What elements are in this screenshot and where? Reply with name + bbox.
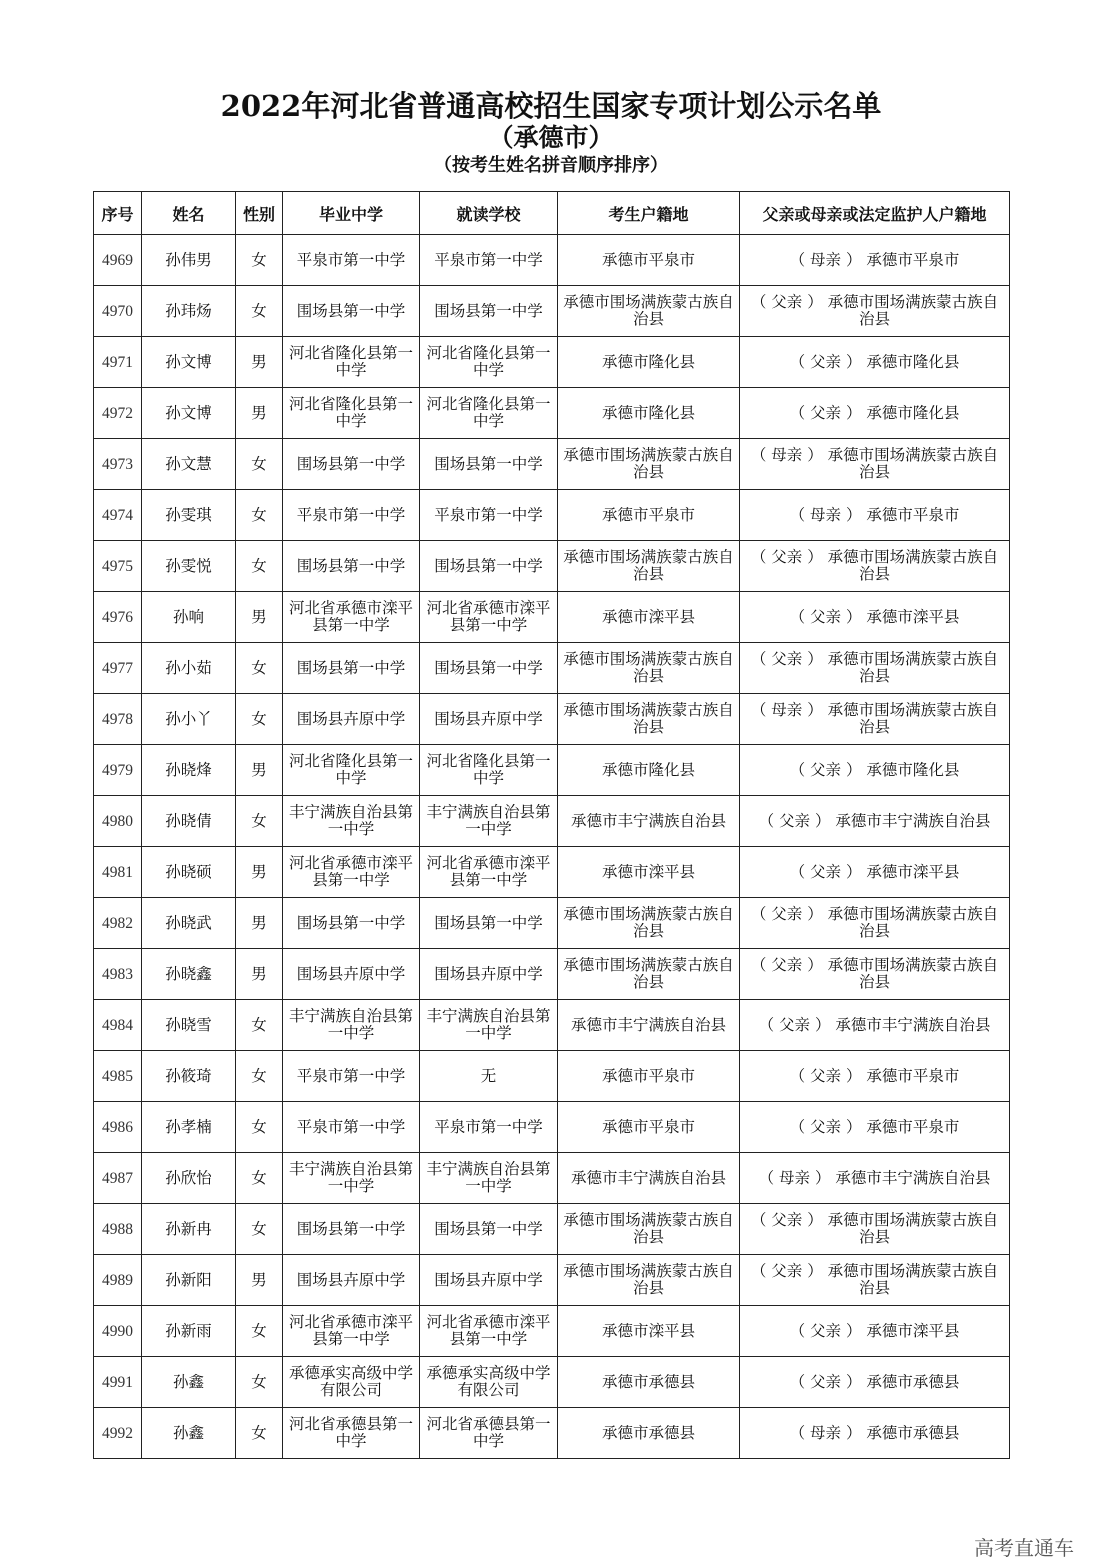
- cell-guardian-residence: （ 父亲 ） 承德市承德县: [740, 1357, 1010, 1408]
- cell-gender: 女: [236, 1408, 283, 1459]
- table-row: [94, 286, 1010, 337]
- cell-gender: 男: [236, 337, 283, 388]
- cell-guardian-residence: （ 母亲 ） 承德市平泉市: [740, 235, 1010, 286]
- cell-seq: 4977: [94, 643, 142, 694]
- cell-student-residence: 承德市滦平县: [558, 592, 740, 643]
- cell-graduated-school: 围场县第一中学: [283, 439, 420, 490]
- cell-graduated-school: 围场县卉原中学: [283, 694, 420, 745]
- cell-gender: 女: [236, 286, 283, 337]
- cell-gender: 女: [236, 1051, 283, 1102]
- cell-name: 孙雯悦: [142, 541, 236, 592]
- cell-guardian-residence: （ 父亲 ） 承德市围场满族蒙古族自治县: [740, 643, 1010, 694]
- cell-graduated-school: 围场县卉原中学: [283, 1255, 420, 1306]
- cell-guardian-residence: （ 父亲 ） 承德市围场满族蒙古族自治县: [740, 949, 1010, 1000]
- cell-name: 孙晓武: [142, 898, 236, 949]
- cell-seq: 4992: [94, 1408, 142, 1459]
- cell-name: 孙文慧: [142, 439, 236, 490]
- table-row: [94, 1255, 1010, 1306]
- header-gender: 性别: [236, 192, 283, 235]
- table-row: [94, 490, 1010, 541]
- cell-student-residence: 承德市承德县: [558, 1408, 740, 1459]
- cell-gender: 女: [236, 694, 283, 745]
- cell-graduated-school: 承德承实高级中学有限公司: [283, 1357, 420, 1408]
- cell-seq: 4988: [94, 1204, 142, 1255]
- cell-graduated-school: 平泉市第一中学: [283, 235, 420, 286]
- cell-student-residence: 承德市隆化县: [558, 337, 740, 388]
- cell-student-residence: 承德市围场满族蒙古族自治县: [558, 439, 740, 490]
- cell-gender: 男: [236, 388, 283, 439]
- cell-seq: 4973: [94, 439, 142, 490]
- cell-seq: 4972: [94, 388, 142, 439]
- watermark: 高考直通车: [974, 1536, 1074, 1560]
- cell-gender: 女: [236, 541, 283, 592]
- cell-name: 孙小丫: [142, 694, 236, 745]
- cell-gender: 女: [236, 439, 283, 490]
- cell-student-residence: 承德市滦平县: [558, 1306, 740, 1357]
- cell-name: 孙晓烽: [142, 745, 236, 796]
- cell-current-school: 河北省承德县第一中学: [420, 1408, 558, 1459]
- cell-gender: 男: [236, 1255, 283, 1306]
- cell-student-residence: 承德市隆化县: [558, 745, 740, 796]
- cell-guardian-residence: （ 母亲 ） 承德市围场满族蒙古族自治县: [740, 439, 1010, 490]
- cell-gender: 男: [236, 847, 283, 898]
- cell-student-residence: 承德市丰宁满族自治县: [558, 796, 740, 847]
- cell-guardian-residence: （ 母亲 ） 承德市承德县: [740, 1408, 1010, 1459]
- table-row: [94, 439, 1010, 490]
- cell-student-residence: 承德市围场满族蒙古族自治县: [558, 694, 740, 745]
- cell-current-school: 河北省隆化县第一中学: [420, 337, 558, 388]
- table-row: [94, 1000, 1010, 1051]
- table-body: [94, 235, 1010, 1459]
- cell-graduated-school: 河北省承德市滦平县第一中学: [283, 847, 420, 898]
- table-row: [94, 337, 1010, 388]
- cell-graduated-school: 丰宁满族自治县第一中学: [283, 796, 420, 847]
- cell-name: 孙响: [142, 592, 236, 643]
- cell-graduated-school: 丰宁满族自治县第一中学: [283, 1153, 420, 1204]
- cell-graduated-school: 围场县第一中学: [283, 643, 420, 694]
- table-row: [94, 847, 1010, 898]
- cell-graduated-school: 河北省承德县第一中学: [283, 1408, 420, 1459]
- cell-current-school: 无: [420, 1051, 558, 1102]
- cell-seq: 4989: [94, 1255, 142, 1306]
- cell-current-school: 承德承实高级中学有限公司: [420, 1357, 558, 1408]
- header-name: 姓名: [142, 192, 236, 235]
- cell-graduated-school: 围场县卉原中学: [283, 949, 420, 1000]
- cell-name: 孙新雨: [142, 1306, 236, 1357]
- cell-name: 孙玮炀: [142, 286, 236, 337]
- cell-guardian-residence: （ 父亲 ） 承德市隆化县: [740, 388, 1010, 439]
- cell-graduated-school: 河北省隆化县第一中学: [283, 745, 420, 796]
- cell-seq: 4970: [94, 286, 142, 337]
- cell-graduated-school: 围场县第一中学: [283, 541, 420, 592]
- table-row: [94, 1102, 1010, 1153]
- cell-seq: 4974: [94, 490, 142, 541]
- cell-gender: 女: [236, 1306, 283, 1357]
- header-graduated-school: 毕业中学: [283, 192, 420, 235]
- cell-graduated-school: 围场县第一中学: [283, 286, 420, 337]
- document-title: 2022年河北省普通高校招生国家专项计划公示名单: [220, 89, 882, 123]
- cell-seq: 4987: [94, 1153, 142, 1204]
- table-row: [94, 541, 1010, 592]
- cell-gender: 女: [236, 1357, 283, 1408]
- document-subtitle: （承德市）: [488, 123, 614, 152]
- header-seq: 序号: [94, 192, 142, 235]
- cell-guardian-residence: （ 父亲 ） 承德市隆化县: [740, 745, 1010, 796]
- cell-seq: 4976: [94, 592, 142, 643]
- cell-gender: 男: [236, 592, 283, 643]
- cell-gender: 女: [236, 1000, 283, 1051]
- cell-student-residence: 承德市承德县: [558, 1357, 740, 1408]
- cell-seq: 4985: [94, 1051, 142, 1102]
- table-row: [94, 898, 1010, 949]
- cell-gender: 女: [236, 1153, 283, 1204]
- table-row: [94, 1204, 1010, 1255]
- cell-student-residence: 承德市平泉市: [558, 235, 740, 286]
- cell-student-residence: 承德市平泉市: [558, 490, 740, 541]
- table-row: [94, 388, 1010, 439]
- cell-name: 孙新冉: [142, 1204, 236, 1255]
- cell-guardian-residence: （ 父亲 ） 承德市围场满族蒙古族自治县: [740, 286, 1010, 337]
- cell-current-school: 河北省隆化县第一中学: [420, 388, 558, 439]
- cell-guardian-residence: （ 父亲 ） 承德市围场满族蒙古族自治县: [740, 1255, 1010, 1306]
- cell-name: 孙雯琪: [142, 490, 236, 541]
- cell-guardian-residence: （ 父亲 ） 承德市丰宁满族自治县: [740, 1000, 1010, 1051]
- cell-seq: 4990: [94, 1306, 142, 1357]
- cell-current-school: 围场县第一中学: [420, 643, 558, 694]
- cell-seq: 4982: [94, 898, 142, 949]
- cell-gender: 女: [236, 235, 283, 286]
- roster-table: [93, 191, 1010, 1459]
- cell-guardian-residence: （ 母亲 ） 承德市平泉市: [740, 490, 1010, 541]
- cell-student-residence: 承德市隆化县: [558, 388, 740, 439]
- table-row: [94, 1153, 1010, 1204]
- cell-gender: 男: [236, 745, 283, 796]
- cell-graduated-school: 平泉市第一中学: [283, 1102, 420, 1153]
- cell-current-school: 平泉市第一中学: [420, 235, 558, 286]
- cell-current-school: 河北省承德市滦平县第一中学: [420, 847, 558, 898]
- cell-current-school: 丰宁满族自治县第一中学: [420, 1000, 558, 1051]
- cell-graduated-school: 河北省承德市滦平县第一中学: [283, 1306, 420, 1357]
- table-row: [94, 796, 1010, 847]
- cell-student-residence: 承德市丰宁满族自治县: [558, 1153, 740, 1204]
- cell-gender: 女: [236, 643, 283, 694]
- header-current-school: 就读学校: [420, 192, 558, 235]
- cell-student-residence: 承德市平泉市: [558, 1102, 740, 1153]
- cell-guardian-residence: （ 父亲 ） 承德市围场满族蒙古族自治县: [740, 898, 1010, 949]
- table-row: [94, 694, 1010, 745]
- cell-current-school: 围场县第一中学: [420, 439, 558, 490]
- cell-guardian-residence: （ 父亲 ） 承德市围场满族蒙古族自治县: [740, 541, 1010, 592]
- cell-current-school: 围场县卉原中学: [420, 1255, 558, 1306]
- cell-student-residence: 承德市围场满族蒙古族自治县: [558, 286, 740, 337]
- cell-graduated-school: 河北省隆化县第一中学: [283, 337, 420, 388]
- table-row: [94, 235, 1010, 286]
- table-row: [94, 1357, 1010, 1408]
- cell-seq: 4978: [94, 694, 142, 745]
- cell-seq: 4986: [94, 1102, 142, 1153]
- cell-name: 孙欣怡: [142, 1153, 236, 1204]
- cell-guardian-residence: （ 父亲 ） 承德市滦平县: [740, 592, 1010, 643]
- cell-name: 孙文博: [142, 388, 236, 439]
- cell-guardian-residence: （ 父亲 ） 承德市滦平县: [740, 1306, 1010, 1357]
- cell-guardian-residence: （ 母亲 ） 承德市丰宁满族自治县: [740, 1153, 1010, 1204]
- cell-graduated-school: 围场县第一中学: [283, 898, 420, 949]
- cell-current-school: 平泉市第一中学: [420, 490, 558, 541]
- cell-guardian-residence: （ 父亲 ） 承德市滦平县: [740, 847, 1010, 898]
- cell-current-school: 河北省承德市滦平县第一中学: [420, 592, 558, 643]
- table-row: [94, 1306, 1010, 1357]
- cell-current-school: 围场县第一中学: [420, 541, 558, 592]
- cell-student-residence: 承德市围场满族蒙古族自治县: [558, 1255, 740, 1306]
- cell-name: 孙鑫: [142, 1408, 236, 1459]
- cell-name: 孙新阳: [142, 1255, 236, 1306]
- cell-student-residence: 承德市围场满族蒙古族自治县: [558, 643, 740, 694]
- cell-seq: 4984: [94, 1000, 142, 1051]
- header-guardian-residence: 父亲或母亲或法定监护人户籍地: [740, 192, 1010, 235]
- cell-seq: 4975: [94, 541, 142, 592]
- cell-name: 孙晓鑫: [142, 949, 236, 1000]
- cell-seq: 4979: [94, 745, 142, 796]
- cell-current-school: 丰宁满族自治县第一中学: [420, 1153, 558, 1204]
- table-header-row: [94, 192, 1010, 235]
- cell-guardian-residence: （ 父亲 ） 承德市平泉市: [740, 1051, 1010, 1102]
- table-row: [94, 1051, 1010, 1102]
- cell-gender: 女: [236, 1204, 283, 1255]
- cell-gender: 男: [236, 949, 283, 1000]
- cell-name: 孙小茹: [142, 643, 236, 694]
- cell-graduated-school: 平泉市第一中学: [283, 490, 420, 541]
- cell-gender: 女: [236, 490, 283, 541]
- table-row: [94, 1408, 1010, 1459]
- sort-note: （按考生姓名拼音顺序排序）: [434, 155, 668, 176]
- cell-graduated-school: 河北省承德市滦平县第一中学: [283, 592, 420, 643]
- cell-graduated-school: 丰宁满族自治县第一中学: [283, 1000, 420, 1051]
- cell-gender: 男: [236, 898, 283, 949]
- cell-gender: 女: [236, 796, 283, 847]
- cell-name: 孙筱琦: [142, 1051, 236, 1102]
- cell-student-residence: 承德市围场满族蒙古族自治县: [558, 1204, 740, 1255]
- table-row: [94, 592, 1010, 643]
- cell-graduated-school: 围场县第一中学: [283, 1204, 420, 1255]
- table-row: [94, 643, 1010, 694]
- cell-guardian-residence: （ 母亲 ） 承德市围场满族蒙古族自治县: [740, 694, 1010, 745]
- cell-name: 孙晓雪: [142, 1000, 236, 1051]
- cell-graduated-school: 河北省隆化县第一中学: [283, 388, 420, 439]
- cell-name: 孙文博: [142, 337, 236, 388]
- table-row: [94, 949, 1010, 1000]
- cell-seq: 4971: [94, 337, 142, 388]
- table-row: [94, 745, 1010, 796]
- cell-student-residence: 承德市围场满族蒙古族自治县: [558, 949, 740, 1000]
- cell-name: 孙晓硕: [142, 847, 236, 898]
- cell-name: 孙伟男: [142, 235, 236, 286]
- cell-current-school: 围场县第一中学: [420, 286, 558, 337]
- cell-guardian-residence: （ 父亲 ） 承德市平泉市: [740, 1102, 1010, 1153]
- cell-student-residence: 承德市围场满族蒙古族自治县: [558, 898, 740, 949]
- cell-current-school: 围场县第一中学: [420, 898, 558, 949]
- cell-seq: 4991: [94, 1357, 142, 1408]
- cell-current-school: 丰宁满族自治县第一中学: [420, 796, 558, 847]
- cell-current-school: 平泉市第一中学: [420, 1102, 558, 1153]
- cell-name: 孙孝楠: [142, 1102, 236, 1153]
- cell-seq: 4969: [94, 235, 142, 286]
- cell-current-school: 河北省隆化县第一中学: [420, 745, 558, 796]
- cell-current-school: 围场县卉原中学: [420, 694, 558, 745]
- cell-current-school: 围场县第一中学: [420, 1204, 558, 1255]
- cell-student-residence: 承德市平泉市: [558, 1051, 740, 1102]
- header-student-residence: 考生户籍地: [558, 192, 740, 235]
- cell-student-residence: 承德市丰宁满族自治县: [558, 1000, 740, 1051]
- cell-guardian-residence: （ 父亲 ） 承德市丰宁满族自治县: [740, 796, 1010, 847]
- cell-guardian-residence: （ 父亲 ） 承德市围场满族蒙古族自治县: [740, 1204, 1010, 1255]
- cell-graduated-school: 平泉市第一中学: [283, 1051, 420, 1102]
- cell-guardian-residence: （ 父亲 ） 承德市隆化县: [740, 337, 1010, 388]
- cell-seq: 4981: [94, 847, 142, 898]
- cell-seq: 4983: [94, 949, 142, 1000]
- cell-name: 孙鑫: [142, 1357, 236, 1408]
- cell-student-residence: 承德市围场满族蒙古族自治县: [558, 541, 740, 592]
- cell-name: 孙晓倩: [142, 796, 236, 847]
- cell-current-school: 围场县卉原中学: [420, 949, 558, 1000]
- cell-seq: 4980: [94, 796, 142, 847]
- cell-current-school: 河北省承德市滦平县第一中学: [420, 1306, 558, 1357]
- cell-gender: 女: [236, 1102, 283, 1153]
- cell-student-residence: 承德市滦平县: [558, 847, 740, 898]
